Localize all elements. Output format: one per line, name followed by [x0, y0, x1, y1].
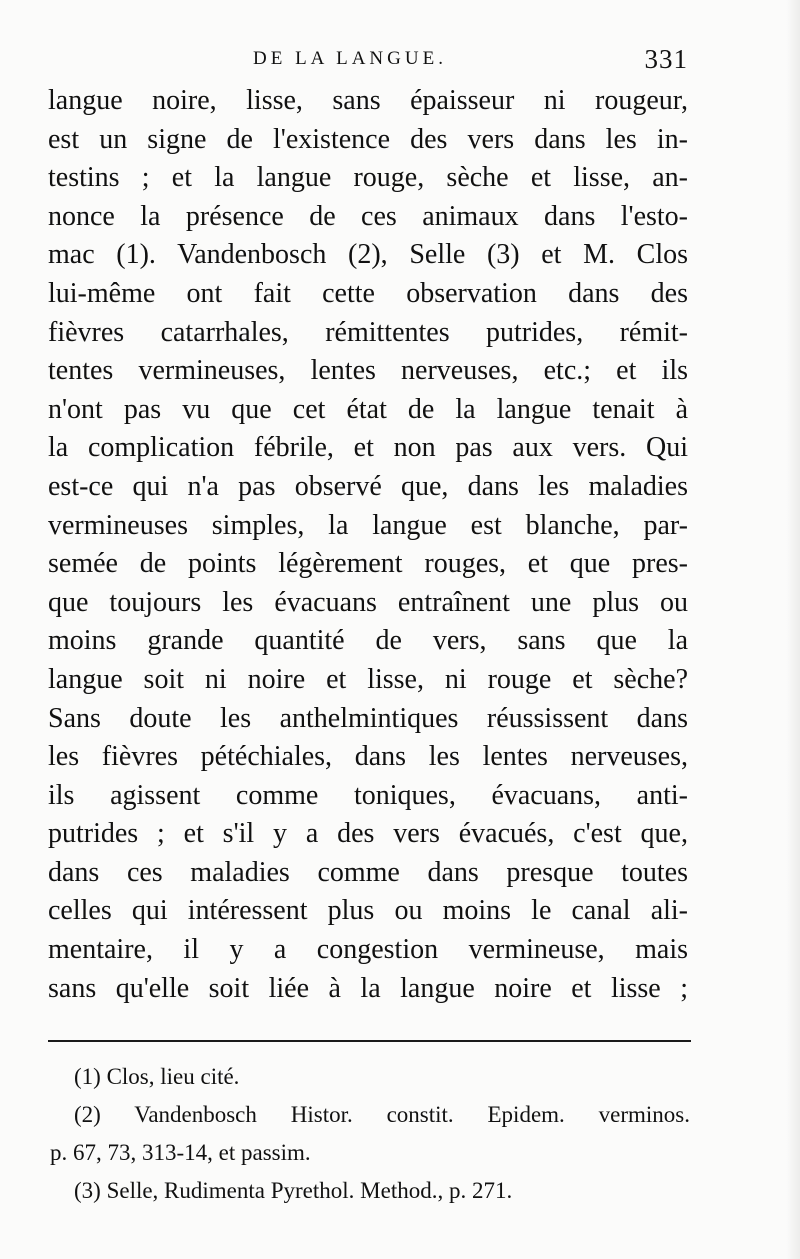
text-line: vermineuses simples, la langue est blanche, par-: [48, 509, 688, 541]
footnote: (3) Selle, Rudimenta Pyrethol. Method., p. 271.: [74, 1178, 513, 1203]
page-header: [48, 44, 688, 78]
text-line: mac (1). Vandenbosch (2), Selle (3) et M. Clos: [48, 239, 688, 271]
text-line: moins grande quantité de vers, sans que la: [48, 625, 688, 657]
footnote: (2) Vandenbosch Histor. constit. Epidem. verminos.: [74, 1102, 690, 1127]
text-line: celles qui intéressent plus ou moins le canal ali-: [48, 895, 688, 927]
text-line: la complication fébrile, et non pas aux vers. Qui: [48, 432, 688, 464]
text-line: est-ce qui n'a pas observé que, dans les maladies: [48, 470, 688, 502]
text-line: lui-même ont fait cette observation dans des: [48, 277, 688, 309]
text-line: ils agissent comme toniques, évacuans, anti-: [48, 779, 688, 811]
text-line: n'ont pas vu que cet état de la langue tenait à: [48, 393, 688, 425]
footnote-continuation: p. 67, 73, 313-14, et passim.: [50, 1140, 311, 1165]
text-line: est un signe de l'existence des vers dans les in-: [48, 123, 688, 155]
text-line: tentes vermineuses, lentes nerveuses, etc.; et ils: [48, 355, 688, 387]
text-line: Sans doute les anthelmintiques réussissent dans: [48, 702, 688, 734]
text-line: nonce la présence de ces animaux dans l'esto-: [48, 200, 688, 232]
text-line: fièvres catarrhales, rémittentes putrides, rémit-: [48, 316, 688, 348]
page-number: 331: [644, 44, 688, 74]
text-line: putrides ; et s'il y a des vers évacués, c'est que,: [48, 818, 688, 850]
footnote: (1) Clos, lieu cité.: [74, 1064, 240, 1089]
text-line: sans qu'elle soit liée à la langue noire et lisse ;: [48, 972, 688, 1004]
body-text: [48, 82, 688, 1008]
text-line: testins ; et la langue rouge, sèche et lisse, an-: [48, 162, 688, 194]
running-head: DE LA LANGUE.: [253, 48, 447, 69]
text-line: mentaire, il y a congestion vermineuse, mais: [48, 934, 688, 966]
text-line: langue soit ni noire et lisse, ni rouge et sèche?: [48, 663, 688, 695]
text-line: langue noire, lisse, sans épaisseur ni rougeur,: [48, 85, 688, 116]
text-line: semée de points légèrement rouges, et que pres-: [48, 548, 688, 580]
page-edge-shadow: [786, 0, 800, 1259]
footnote-rule: [48, 1040, 691, 1042]
text-line: dans ces maladies comme dans presque toutes: [48, 856, 688, 888]
text-line: les fièvres pétéchiales, dans les lentes nerveuses,: [48, 741, 688, 773]
text-line: que toujours les évacuans entraînent une plus ou: [48, 586, 688, 618]
footnotes: [50, 1058, 690, 1210]
